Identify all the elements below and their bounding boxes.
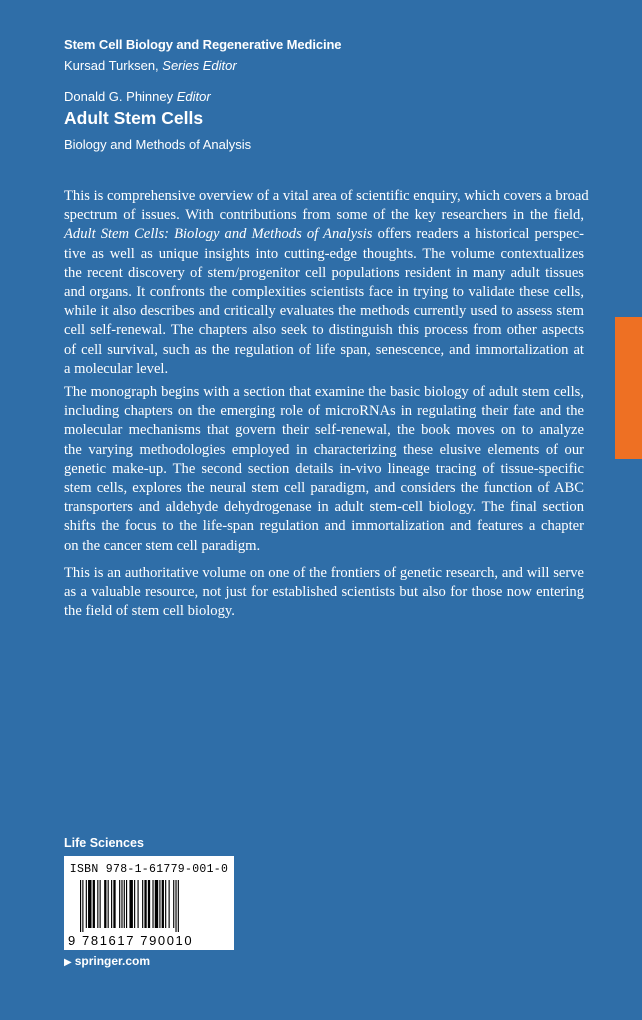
barcode-bar bbox=[144, 880, 146, 928]
book-editor bbox=[64, 89, 211, 104]
blurb-line: the varying methodologies employed in characterizing these elusive elements of our bbox=[64, 441, 584, 458]
series-title: Stem Cell Biology and Regenerative Medicine bbox=[64, 37, 342, 52]
subject-label: Life Sciences bbox=[64, 836, 144, 850]
isbn-barcode bbox=[64, 856, 234, 950]
barcode-bar bbox=[155, 880, 158, 928]
blurb-line: tive as well as unique insights into cutting-edge thoughts. The volume contextualizes bbox=[64, 245, 584, 262]
blurb-line: on the cancer stem cell paradigm. bbox=[64, 537, 261, 554]
barcode-bar bbox=[129, 880, 132, 928]
blurb-line: while it also describes and critically evaluates the methods currently used to assess stem bbox=[64, 303, 584, 320]
blurb-line: of cell survival, such as the regulation of life span, senescence, and immortalization at bbox=[64, 341, 584, 358]
barcode-bar bbox=[165, 880, 166, 928]
blurb-line-rest: offers readers a historical perspec- bbox=[372, 226, 584, 243]
blurb-line: stem cells, explores the neural stem cell paradigm, and considers the function of ABC bbox=[64, 480, 584, 497]
barcode-bar bbox=[175, 880, 176, 932]
barcode-bar bbox=[88, 880, 91, 928]
book-subtitle: Biology and Methods of Analysis bbox=[64, 137, 252, 152]
barcode-bar bbox=[121, 880, 122, 928]
blurb-line: the field of stem cell biology. bbox=[64, 603, 235, 620]
isbn-label: ISBN 978-1-61779-001-0 bbox=[69, 863, 229, 876]
barcode-bar bbox=[80, 880, 81, 932]
blurb-line: transporters and aldehyde dehydrogenase in adult stem-cell biology. The final section bbox=[64, 499, 584, 516]
book-editor-role: Editor bbox=[176, 89, 211, 104]
blurb-line: The monograph begins with a section that examine the basic biology of adult stem cells, bbox=[64, 384, 584, 400]
blurb-line: This is comprehensive overview of a vital area of scientific enquiry, which covers a broad bbox=[64, 188, 589, 204]
barcode-bar bbox=[159, 880, 160, 928]
barcode-bar bbox=[126, 880, 127, 928]
barcode-digits: 9 781617 790010 bbox=[68, 933, 194, 948]
series-editor-name: Kursad Turksen, bbox=[64, 58, 159, 73]
book-editor-name: Donald G. Phinney bbox=[64, 89, 174, 104]
barcode-bar bbox=[142, 880, 143, 928]
blurb-paragraph-2 bbox=[64, 383, 584, 556]
series-editor bbox=[64, 58, 237, 73]
barcode-bar bbox=[104, 880, 106, 928]
blurb-line: including chapters on the emerging role of microRNAs in regulating their fate and the bbox=[64, 403, 584, 420]
spine-accent-tab bbox=[615, 317, 642, 459]
barcode-bar bbox=[138, 880, 139, 928]
book-title-italic: Adult Stem Cells: Biology and Methods of Analysis bbox=[64, 226, 373, 243]
barcode-bar bbox=[82, 880, 83, 932]
blurb-line: cell self-renewal. The chapters also seek to distinguish this process from other aspects bbox=[64, 322, 584, 339]
blurb-paragraph-1 bbox=[64, 187, 589, 379]
barcode-icon bbox=[80, 880, 220, 932]
series-editor-role: Series Editor bbox=[162, 58, 237, 73]
barcode-bar bbox=[169, 880, 170, 928]
blurb-line: molecular mechanisms that govern their self-renewal, the book moves on to analyze bbox=[64, 422, 584, 439]
blurb-paragraph-3 bbox=[64, 564, 584, 622]
blurb-line bbox=[64, 225, 584, 244]
barcode-bar bbox=[111, 880, 112, 928]
barcode-bar bbox=[178, 880, 179, 932]
blurb-line: as a valuable resource, not just for established scientists but also for those now entering bbox=[64, 584, 584, 601]
barcode-bar bbox=[173, 880, 174, 928]
barcode-bar bbox=[162, 880, 164, 928]
barcode-bar bbox=[113, 880, 115, 928]
barcode-bar bbox=[119, 880, 120, 928]
blurb-line: the recent discovery of stem/progenitor cell populations resident in many adult tissues bbox=[64, 264, 584, 281]
book-title: Adult Stem Cells bbox=[64, 108, 204, 128]
blurb-line: shifts the focus to the life-span regulation and immortalization and features a chapter bbox=[64, 518, 584, 535]
barcode-bar bbox=[93, 880, 95, 928]
triangle-right-icon: ▶ bbox=[64, 957, 72, 968]
publisher-link[interactable] bbox=[64, 954, 150, 968]
barcode-bar bbox=[86, 880, 87, 928]
barcode-bar bbox=[108, 880, 109, 928]
barcode-bar bbox=[100, 880, 101, 928]
barcode-bar bbox=[97, 880, 98, 928]
barcode-bar bbox=[148, 880, 150, 928]
barcode-bar bbox=[152, 880, 153, 928]
blurb-line: and organs. It confronts the complexities scientists face in trying to validate these cells, bbox=[64, 284, 584, 301]
publisher-url: springer.com bbox=[74, 954, 151, 968]
blurb-line: genetic make-up. The second section details in-vivo lineage tracing of tissue-specific bbox=[64, 460, 584, 477]
barcode-bar bbox=[124, 880, 125, 928]
barcode-bar bbox=[134, 880, 135, 928]
blurb-line: spectrum of issues. With contributions from some of the key researchers in the field, bbox=[64, 207, 584, 224]
blurb-line: This is an authoritative volume on one of the frontiers of genetic research, and will serve bbox=[64, 565, 584, 581]
blurb-line: a molecular level. bbox=[64, 360, 169, 377]
